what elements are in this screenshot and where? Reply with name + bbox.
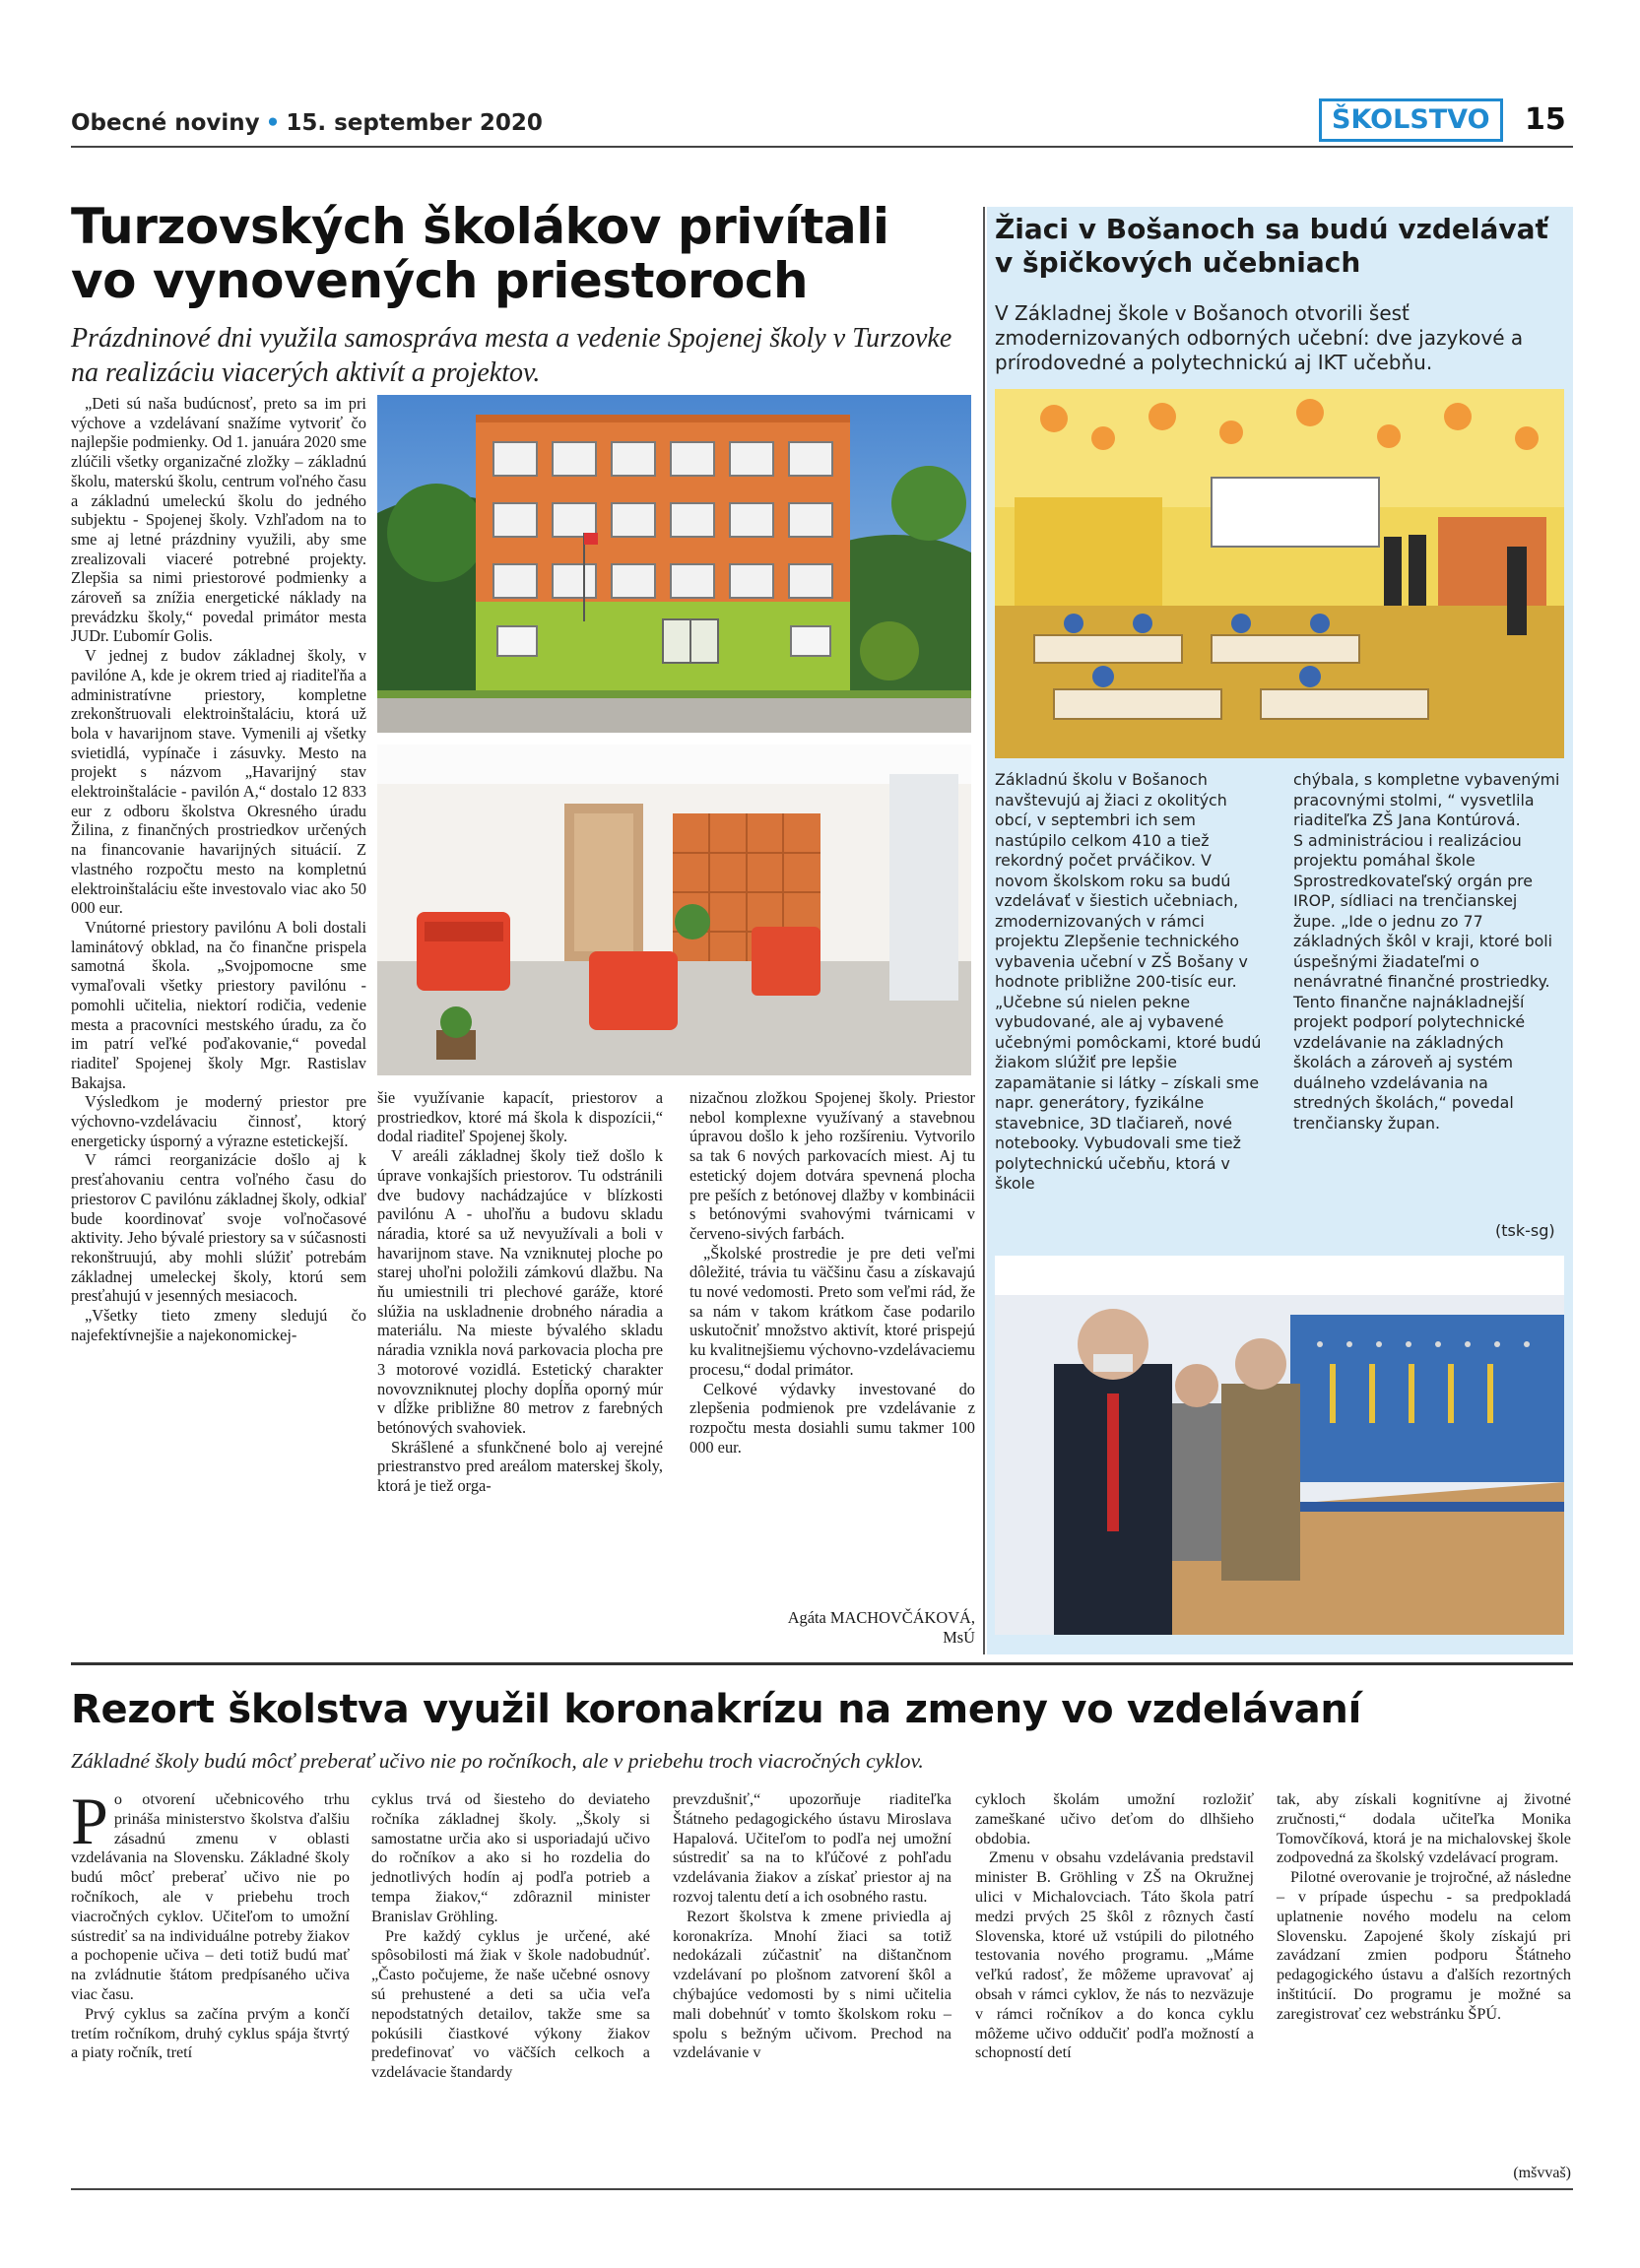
article2-column-4 (975, 1790, 1254, 2063)
article2-column-1 (71, 1783, 350, 2063)
paragraph: tak, aby získali kognitívne aj životné zručnosti,“ dodala učiteľka Monika Tomovčíková, ktorá je na michalovskej škole zodpovedná za školský vzdelávací program. (1277, 1790, 1571, 1867)
school-building-photo (377, 395, 971, 733)
article1-column-1 (71, 394, 366, 1344)
sidebar-title: Žiaci v Bošanoch sa budú vzdelávať v špičkových učebniach (995, 213, 1548, 279)
footer-divider (71, 2188, 1573, 2190)
paragraph: cykloch školám umožní rozložiť zameškané učivo deťom do dlhšieho obdobia. (975, 1790, 1254, 1847)
paragraph: Po otvorení učebnicového trhu prináša ministerstvo školstva ďalšiu zásadnú zmenu v oblasti vzdelávania na Slovensku. Základné školy budú môcť preberať učivo nie po ročníkoch, ale v priebehu troch viacročných cyklov. Učiteľom to umožní sústrediť sa na individuálne potreby žiakov a pochopenie učiva – deti totiž budú mať na zvládnutie štátom predpísaného učiva viac času. (71, 1783, 350, 2003)
paragraph: V areáli základnej školy tiež došlo k úprave vonkajších priestorov. Tu odstránili dve budovy nachádzajúce v blízkosti pavilónu A - uhoľňu a budovu skladu náradia, ktoré sa už nevyužívali a boli v havarijnom stave. Na vzniknutej ploche po starej uhoľni položili zámkovú dlažbu. Na ňu umiestnili tri plechové garáže, ktoré slúžia na uskladnenie drobného náradia a materiálu. Na mieste bývalého skladu náradia vznikla nová parkovacia plocha pre 3 motorové vozidlá. Estetický charakter novovzniknutej plochy dopĺňa oporný múr v dĺžke približne 80 metrov z farebných betónových svahoviek. (377, 1146, 663, 1437)
page-number: 15 (1525, 102, 1566, 137)
hallway-photo (377, 745, 971, 1075)
paragraph: Pre každý cyklus je určené, aké spôsobilosti má žiak v škole nadobudnúť. „Často počujeme, že naše učebné osnovy sú prehustené a deti sa učia veľa nepodstatných detailov, takže sme sa pokúsili čiastkové výkony žiakov predefinovať vo väčších celkoch a vzdelávacie štandardy (371, 1926, 650, 2082)
paper-name: Obecné noviny (71, 110, 260, 136)
paragraph: Prvý cyklus sa začína prvým a končí tretím ročníkom, druhý cyklus spája štvrtý a piaty ročník, tretí (71, 2004, 350, 2062)
article2-lead: Základné školy budú môcť preberať učivo nie po ročníkoch, ale v priebehu troch viacročných cyklov. (71, 1749, 924, 1773)
article1-lead: Prázdninové dni využila samospráva mesta a vedenie Spojenej školy v Turzovke na realizáciu viacerých aktivít a projektov. (71, 323, 952, 388)
sidebar-column-1: Základnú školu v Bošanoch navštevujú aj žiaci z okolitých obcí, v septembri ich sem nastúpilo celkom 410 a tiež rekordný počet prváčikov. V novom školskom roku sa budú vzdelávať v šiestich učebniach, zmodernizovaných v rámci projektu Zlepšenie technického vybavenia učební v ZŠ Bošany v hodnote približne 200-tisíc eur. „Učebne sú nielen pekne vybudované, ale aj vybavené učebnými pomôckami, ktoré budú žiakom slúžiť pre lepšie zapamätanie si látky – získali sme napr. generátory, fyzikálne stavebnice, 3D tlačiareň, nové notebooky. Vybudovali sme tiež polytechnickú učebňu, ktorá v škole (995, 770, 1262, 1193)
article2-column-5 (1277, 1790, 1571, 2025)
paragraph: V rámci reorganizácie došlo aj k presťahovaniu centra voľného času do priestorov C pavilónu základnej školy, odkiaľ bude koordinovať svoje voľnočasové aktivity. Jeho bývalé priestory sa v súčasnosti rekonštruujú, aby mohli slúžiť potrebám základnej umeleckej školy, ktorú sem presťahujú v jesenných mesiacoch. (71, 1150, 366, 1306)
article-divider (71, 1662, 1573, 1665)
paragraph: „Všetky tieto zmeny sledujú čo najefektívnejšie a najekonomickej- (71, 1306, 366, 1344)
paragraph: Vnútorné priestory pavilónu A boli dostali laminátový obklad, na čo finančne prispela samotná škola. „Svojpomocne sme vymaľovali všetky priestory pavilónu - pomohli učitelia, niektorí rodičia, vedenie mesta a pracovníci mestského úradu, za čo im patrí veľké poďakovanie,“ povedal riaditeľ Spojenej školy Mgr. Rastislav Bakajsa. (71, 917, 366, 1092)
article2-column-2 (371, 1790, 650, 2083)
newspaper-header (71, 110, 543, 136)
section-label: ŠKOLSTVO (1319, 98, 1503, 142)
classroom-photo (995, 389, 1564, 758)
sidebar-signature: (tsk-sg) (1495, 1221, 1555, 1240)
paragraph: prevzdušniť,“ upozorňuje riaditeľka Štátneho pedagogického ústavu Miroslava Hapalová. Učiteľom to podľa nej umožní sústrediť sa na to kľúčové z pohľadu vzdelávania žiakov a získať priestor aj na rozvoj talentu detí a ich osobného rastu. (673, 1790, 951, 1906)
paragraph: Výsledkom je moderný priestor pre výchovno-vzdelávaciu činnosť, ktorý energeticky úsporný a výrazne estetickejší. (71, 1092, 366, 1150)
paragraph: Pilotné overovanie je trojročné, až následne – v prípade úspechu - sa predpokladá uplatnenie nového modelu na celom Slovensku. Zapojené školy získajú pri zavádzaní zmien podporu Štátneho pedagogického ústavu a ďalších rezortných inštitúcií. Do programu je možné sa zaregistrovať cez webstránku ŠPÚ. (1277, 1868, 1571, 2023)
article1-column-2 (377, 1088, 663, 1496)
paragraph: Skrášlené a sfunkčnené bolo aj verejné priestranstvo pred areálom materskej školy, ktorá je tiež orga- (377, 1437, 663, 1496)
paragraph: nizačnou zložkou Spojenej školy. Priestor nebol komplexne využívaný a stavebnou úpravou došlo k jeho rozšíreniu. Vytvorilo sa tak 6 nových parkovacích miest. Aj tu estetický dojem dotvára spevnená plocha pre peších z betónovej dlažby v kombinácii s betónovými svahovými tvárnicami v červeno-sivých farbách. (689, 1088, 975, 1243)
paragraph: „Deti sú naša budúcnosť, preto sa im pri výchove a vzdelávaní snažíme vytvoriť čo najlepšie podmienky. Od 1. januára 2020 sme zlúčili všetky organizačné zložky – základnú školu, materskú školu, centrum voľného času a základnú umeleckú školu do jedného subjektu - Spojenej školy. Vzhľadom na to sme aj letné prázdniny využili, aby sme zrealizovali viaceré potrebné projekty. Zlepšia sa nimi priestorové podmienky a zároveň sa znížia energetické náklady na prevádzku školy,“ povedal primátor mesta JUDr. Ľubomír Golis. (71, 394, 366, 646)
article2-signature: (mšvvaš) (1513, 2165, 1571, 2181)
article2-title: Rezort školstva využil koronakrízu na zmeny vo vzdelávaní (71, 1687, 1361, 1732)
paragraph: V jednej z budov základnej školy, v pavilóne A, kde je okrem tried aj riaditeľňa a administratívne priestory, kompletne zrekonštruovali elektroinštaláciu, ktorá už bola v havarijnom stave. Vymenili aj všetky svietidlá, vypínače i zásuvky. Mesto na projekt s názvom „Havarijný stav elektroinštalácie - pavilón A,“ dostalo 12 833 eur z odboru školstva Okresného úradu Žilina, z finančných prostriedkov určených na financovanie havarijných situácií. Z vlastného rozpočtu mesto na kompletnú elektroinštaláciu ešte investovalo viac ako 50 000 eur. (71, 646, 366, 918)
hallway-image (377, 745, 971, 1075)
sidebar-column-2 (1293, 770, 1564, 1134)
paragraph: Celkové výdavky investované do zlepšenia podmienok pre vzdelávanie z rozpočtu mesta dosiahli sumu takmer 100 000 eur. (689, 1379, 975, 1457)
issue-date: 15. september 2020 (286, 110, 543, 136)
paragraph: cyklus trvá od šiesteho do deviateho ročníka základnej školy. „Školy si samostatne určia ako si usporiadajú učivo do ročníkov a ako si ho rozdelia do jednotlivých hodín aj podľa potrieb a tempa žiakov,“ zdôraznil minister Branislav Gröhling. (371, 1790, 650, 1925)
sidebar-lead: V Základnej škole v Bošanoch otvorili šesť zmodernizovaných odborných učební: dve jazykové a prírodovedné a polytechnickú aj IKT učebňu. (995, 301, 1524, 374)
article1-title: Turzovských školákov privítali vo vynovených priestoroch (71, 198, 889, 309)
classroom-image (995, 389, 1564, 758)
article2-column-3 (673, 1790, 951, 2063)
paragraph: Zmenu v obsahu vzdelávania predstavil minister B. Gröhling v ZŠ na Okružnej ulici v Michalovciach. Táto škola patrí medzi prvých 25 škôl z rôznych častí Slovenska, ktoré už vstúpili do pilotného testovania nového programu. „Máme veľkú radosť, že môžeme upravovať aj obsah v rámci cyklov, že nás to nezväzuje v rámci ročníkov a do konca cyklu môžeme učivo oddučiť podľa možností a schopností detí (975, 1848, 1254, 2062)
paragraph: Rezort školstva k zmene priviedla aj koronakríza. Mnohí žiaci sa totiž nedokázali zúčastniť na dištančnom vzdelávaní po plošnom zatvorení škôl a chýbajúce vedomosti by s nimi učitelia mali dobehnúť v tomto školskom roku – spolu s bežným učivom. Prechod na vzdelávanie v (673, 1907, 951, 2062)
school-building-image (377, 395, 971, 733)
header-divider (71, 146, 1573, 148)
paragraph: šie využívanie kapacít, priestorov a prostriedkov, ktoré má škola k dispozícii,“ dodal riaditeľ Spojenej školy. (377, 1088, 663, 1146)
drop-cap: P (71, 1783, 108, 1858)
paragraph: chýbala, s kompletne vybavenými pracovnými stolmi, “ vysvetlila riaditeľka ZŠ Jana Kontúrová. (1293, 770, 1560, 829)
workshop-photo (995, 1256, 1564, 1635)
workshop-image (995, 1256, 1564, 1635)
bullet-icon: • (265, 110, 281, 136)
article1-signature: Agáta MACHOVČÁKOVÁ, MsÚ (787, 1608, 975, 1647)
paragraph: „Školské prostredie je pre deti veľmi dôležité, trávia tu väčšinu času a získavajú tu nové vedomosti. Preto som veľmi rád, že sa nám v takom krátkom čase podarilo uskutočniť množstvo aktivít, ktoré prispejú ku kvalitnejšiemu výchovno-vzdelávaciemu procesu,“ dodal primátor. (689, 1243, 975, 1379)
paragraph: S administráciou i realizáciou projektu pomáhal škole Sprostredkovateľský orgán pre IROP, sídliaci na trenčianskej župe. „Ide o jednu zo 77 základných škôl v kraji, ktoré boli úspešnými žiadateľmi o nenávratné finančné prostriedky. Tento finančne najnákladnejší projekt podporí polytechnické vzdelávanie na základných školách a zároveň aj systém duálneho vzdelávania na stredných školách,“ povedal trenčiansky župan. (1293, 830, 1553, 1133)
column-divider (983, 207, 985, 1654)
article1-column-3 (689, 1088, 975, 1457)
